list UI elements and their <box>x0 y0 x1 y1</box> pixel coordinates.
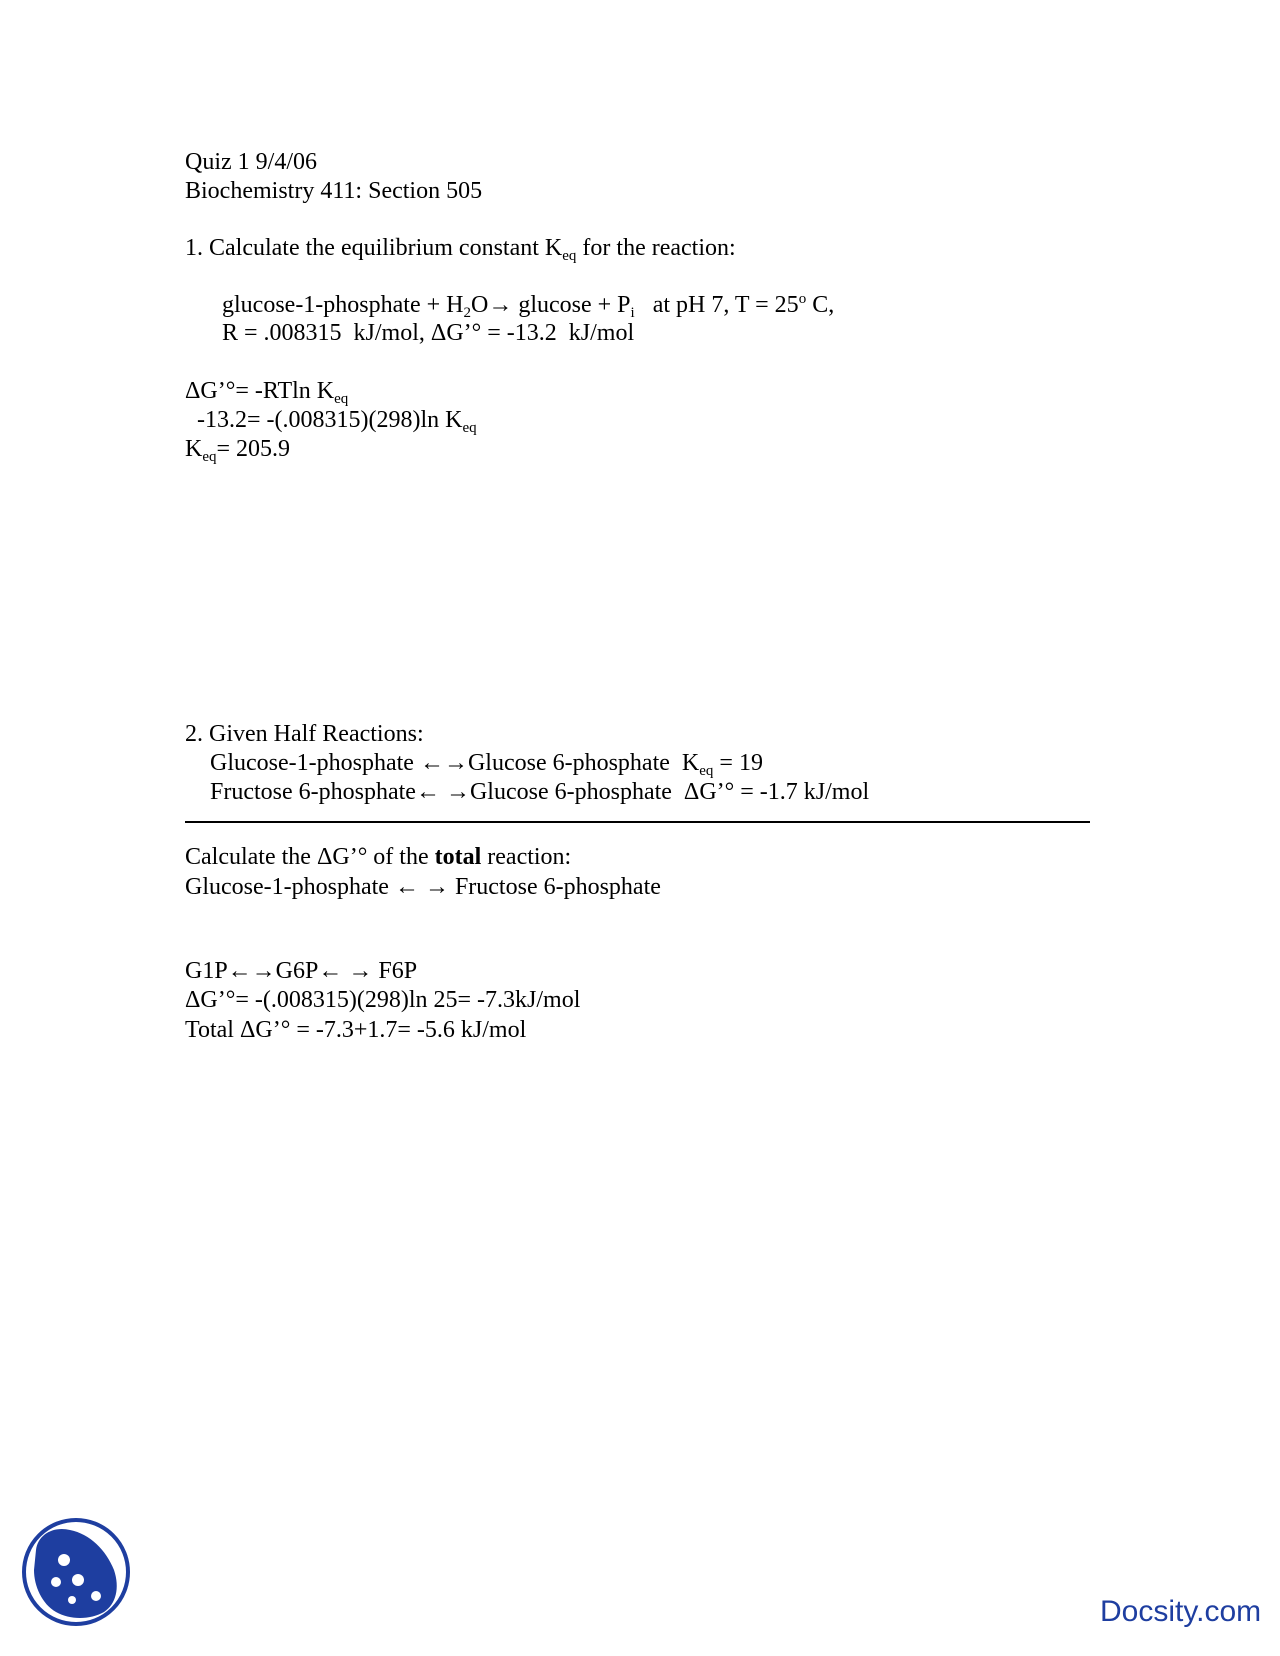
course-title: Biochemistry 411: Section 505 <box>185 178 483 204</box>
q1-constants: R = .008315 kJ/mol, ΔG’° = -13.2 kJ/mol <box>222 320 635 346</box>
q2-total-reaction: Glucose-1-phosphate ← → Fructose 6-phosphate <box>185 874 661 900</box>
arrow-right-icon: → <box>488 292 513 318</box>
q1-solution-line1: ΔG’°= -RTln $K_{eq}$ <box>185 378 349 407</box>
q1-reaction: glucose-1-phosphate + $H_2O\to glucose + P_i$ at pH 7, $T = 25^o$ C, <box>222 291 835 321</box>
double-arrow-icon: ← → <box>415 779 470 805</box>
q2-solution-line3: Total ΔG’° = -7.3+1.7= -5.6 kJ/mol <box>185 1017 527 1043</box>
q2-title: 2. Given Half Reactions: <box>185 721 424 747</box>
q1-solution-line2: -13.2= -(.008315)(298)ln $K_{eq}$ <box>197 407 477 436</box>
quiz-title: Quiz 1 9/4/06 <box>185 149 317 175</box>
q1-answer: $K_{eq}= 205.9$ <box>185 436 291 465</box>
q2-solution-line2: ΔG’°= -(.008315)(298)ln 25= -7.3kJ/mol <box>185 987 581 1013</box>
docsity-logo-icon <box>20 1516 132 1628</box>
docsity-brand-link[interactable]: Docsity.com <box>1100 1595 1262 1628</box>
q1-prompt: 1. Calculate the equilibrium constant $K_{eq}$ for the reaction: <box>185 235 736 264</box>
q2-calc-prompt: Calculate the ΔG’° of the total reaction: <box>185 844 572 870</box>
q2-solution-line1: G1P←→G6P← → F6P <box>185 958 418 984</box>
q2-half-reaction-2: Fructose 6-phosphate← →Glucose 6-phosphate ΔG’° = -1.7 kJ/mol <box>210 779 870 805</box>
q2-half-reaction-1: Glucose-1-phosphate ←→Glucose 6-phosphate $K_{eq} = 19$ <box>210 750 763 779</box>
divider-line <box>185 821 1090 823</box>
double-arrow-icon: ←→ <box>419 750 468 776</box>
